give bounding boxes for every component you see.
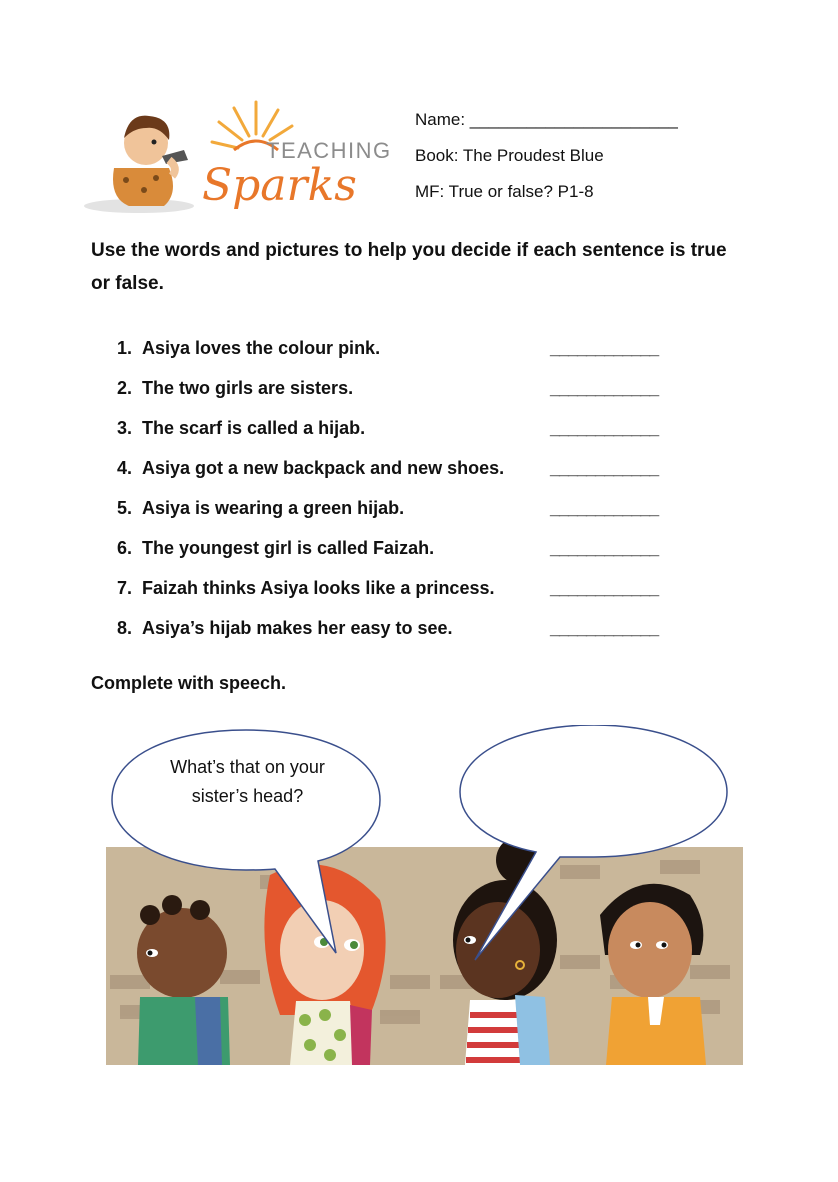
question-text: Asiya is wearing a green hijab. bbox=[142, 498, 405, 518]
question-list bbox=[117, 330, 697, 650]
question-item bbox=[117, 410, 697, 450]
answer-blank[interactable]: ____________ bbox=[550, 378, 659, 398]
name-field[interactable]: Name: ______________________ bbox=[415, 110, 678, 129]
question-text: The scarf is called a hijab. bbox=[142, 418, 366, 438]
answer-blank[interactable]: ____________ bbox=[550, 338, 659, 358]
question-text: Asiya got a new backpack and new shoes. bbox=[142, 458, 505, 478]
logo-text-top: TEACHING bbox=[266, 138, 392, 163]
question-number: 2. bbox=[117, 378, 133, 398]
question-item bbox=[117, 530, 697, 570]
speech-scene bbox=[0, 725, 838, 1085]
scene-illustration bbox=[0, 725, 838, 1085]
question-text: Asiya loves the colour pink. bbox=[142, 338, 381, 358]
answer-blank[interactable]: ____________ bbox=[550, 618, 659, 638]
answer-blank[interactable]: ____________ bbox=[550, 538, 659, 558]
instructions: Use the words and pictures to help you decide if each sentence is true or false. bbox=[91, 240, 727, 294]
teaching-sparks-logo bbox=[84, 98, 394, 218]
question-text: The two girls are sisters. bbox=[142, 378, 354, 398]
question-item bbox=[117, 370, 697, 410]
question-item bbox=[117, 570, 697, 610]
speech-bubble-left-text: What’s that on your sister’s head? bbox=[170, 757, 325, 806]
question-item bbox=[117, 450, 697, 490]
question-item bbox=[117, 610, 697, 650]
answer-blank[interactable]: ____________ bbox=[550, 458, 659, 478]
logo-graphic bbox=[84, 98, 394, 218]
question-text: Asiya’s hijab makes her easy to see. bbox=[142, 618, 453, 638]
question-number: 7. bbox=[117, 578, 133, 598]
question-text: Faizah thinks Asiya looks like a princess. bbox=[142, 578, 495, 598]
question-item bbox=[117, 490, 697, 530]
logo-text-bottom: Sparks bbox=[202, 160, 357, 211]
question-item bbox=[117, 330, 697, 370]
answer-blank[interactable]: ____________ bbox=[550, 418, 659, 438]
worksheet-meta bbox=[415, 102, 678, 210]
question-text: The youngest girl is called Faizah. bbox=[142, 538, 435, 558]
question-number: 4. bbox=[117, 458, 133, 478]
speech-heading: Complete with speech. bbox=[91, 673, 287, 693]
question-number: 1. bbox=[117, 338, 133, 358]
question-number: 8. bbox=[117, 618, 133, 638]
book-title: Book: The Proudest Blue bbox=[415, 146, 604, 165]
question-number: 5. bbox=[117, 498, 133, 518]
question-number: 6. bbox=[117, 538, 133, 558]
answer-blank[interactable]: ____________ bbox=[550, 498, 659, 518]
answer-blank[interactable]: ____________ bbox=[550, 578, 659, 598]
activity-title: MF: True or false? P1-8 bbox=[415, 182, 594, 201]
question-number: 3. bbox=[117, 418, 133, 438]
